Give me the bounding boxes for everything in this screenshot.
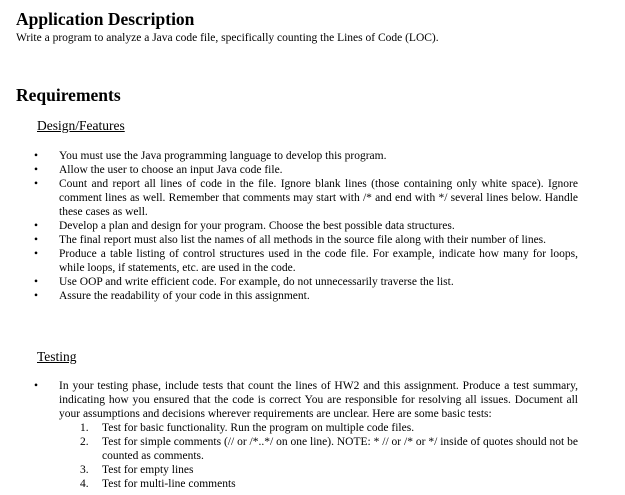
- bullet-icon: •: [34, 150, 39, 162]
- list-item-text: You must use the Java programming language to develop this program.: [59, 150, 387, 162]
- design-features-list: [0, 149, 625, 303]
- bullet-icon: •: [34, 220, 39, 232]
- testing-heading: Testing: [37, 349, 77, 364]
- list-item-text: Assure the readability of your code in this assignment.: [59, 290, 310, 302]
- list-item-text: Produce a table listing of control structures used in the code file. For example, indicate how many for loops, while loops, if statements, etc. are used in the code.: [59, 248, 578, 274]
- list-item: [0, 163, 625, 177]
- test-number: 1.: [80, 422, 89, 434]
- list-item: [0, 275, 625, 289]
- list-item-text: Count and report all lines of code in the file. Ignore blank lines (those containing only white space). Ignore comment lines as well. Remember that comments may start with /* and end with */ several lines below. Handle these cases as well.: [59, 178, 578, 218]
- test-list: [59, 421, 578, 491]
- application-description-heading: Application Description: [16, 9, 195, 29]
- bullet-icon: •: [34, 248, 39, 260]
- list-item-text: Develop a plan and design for your program. Choose the best possible data structures.: [59, 220, 455, 232]
- design-features-heading: Design/Features: [37, 118, 125, 133]
- test-text: Test for simple comments (// or /*..*/ on one line). NOTE: * // or /* or */ inside of quotes should not be counted as comments.: [102, 436, 578, 462]
- bullet-icon: •: [34, 290, 39, 302]
- bullet-icon: •: [34, 276, 39, 288]
- list-item: [0, 379, 625, 491]
- bullet-icon: •: [34, 164, 39, 176]
- list-item-text: Use OOP and write efficient code. For example, do not unnecessarily traverse the list.: [59, 276, 454, 288]
- bullet-icon: •: [34, 178, 39, 190]
- list-item: [0, 219, 625, 233]
- list-item-text: Allow the user to choose an input Java code file.: [59, 164, 283, 176]
- application-description-text: Write a program to analyze a Java code file, specifically counting the Lines of Code (LOC).: [16, 32, 439, 44]
- bullet-icon: •: [34, 234, 39, 246]
- test-item: [59, 435, 578, 463]
- test-item: [59, 421, 578, 435]
- test-text: Test for empty lines: [102, 464, 194, 476]
- list-item: [0, 289, 625, 303]
- list-item: [0, 233, 625, 247]
- bullet-icon: •: [34, 380, 39, 392]
- test-text: Test for multi-line comments: [102, 478, 236, 490]
- list-item-text: The final report must also list the names of all methods in the source file along with their number of lines.: [59, 234, 547, 246]
- test-number: 2.: [80, 436, 89, 448]
- test-text: Test for basic functionality. Run the program on multiple code files.: [102, 422, 415, 434]
- list-item: [0, 177, 625, 219]
- list-item-text: In your testing phase, include tests that count the lines of HW2 and this assignment. Produce a test summary, indicating how you ensured that the code is correct You are responsible for resolving all issues. Document all your assumptions and decisions wherever requirements are unclear. Here are some basic tests:: [59, 380, 578, 420]
- test-item: [59, 477, 578, 491]
- requirements-heading: Requirements: [16, 85, 121, 105]
- test-item: [59, 463, 578, 477]
- test-number: 4.: [80, 478, 89, 490]
- list-item: [0, 247, 625, 275]
- test-number: 3.: [80, 464, 89, 476]
- list-item: [0, 149, 625, 163]
- testing-list: [0, 379, 625, 491]
